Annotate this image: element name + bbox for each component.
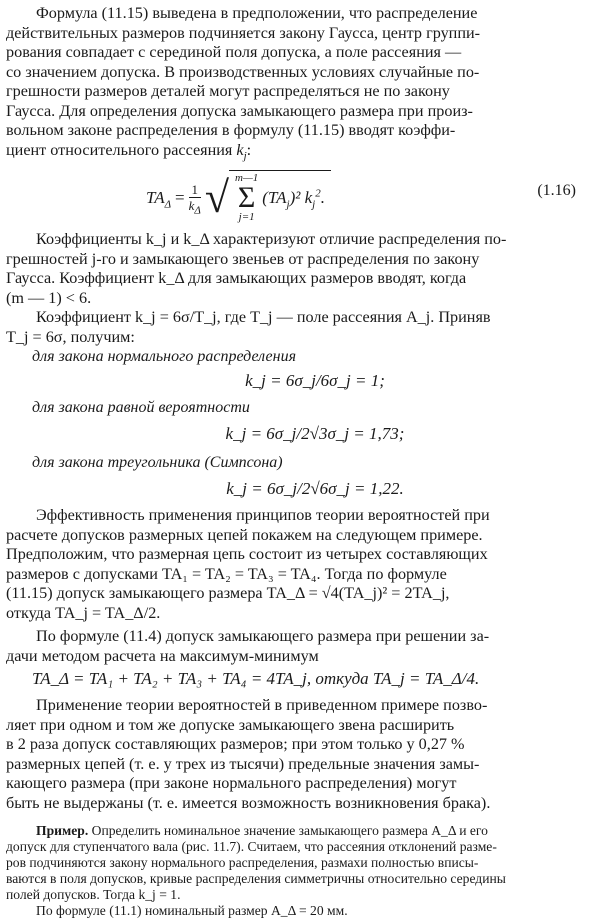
case-label-triangle: для закона треугольника (Симпсона)	[32, 454, 283, 471]
text-line: рования совпадает с серединой поля допуска, а поле рассеяния —	[6, 43, 462, 61]
text-line: ляет при одном и том же допуске замыкающего звена расширить	[6, 715, 455, 734]
text-line: Пример. Определить номинальное значение замыкающего размера A_Δ и его	[36, 823, 488, 838]
text-line: циент относительного рассеяния $k_j$:	[6, 140, 252, 162]
text-line: в 2 раза допуск составляющих размеров; при этом только у 0,27 %	[6, 735, 465, 753]
text-line: размеров с допусками TA₁ = TA₂ = TA₃ = TA₄. Тогда по формуле	[6, 564, 447, 583]
paragraph-conclusion	[6, 696, 584, 813]
text-line: действительных размеров подчиняется закону Гаусса, центр группи-	[6, 23, 481, 42]
paragraph-kj	[6, 308, 584, 347]
case-formula-triangle: k_j = 6σ_j/2√6σ_j = 1,22.	[226, 479, 404, 498]
text-line: ров подчиняются закону нормального распределения, размахи полностью вписы-	[6, 855, 479, 870]
text-line: ваются в поля допусков, кривые распределения симметричны относительно середины	[6, 871, 506, 886]
text-line: Коэффициент k_j = 6σ/T_j, где T_j — поле рассеяния A_j. Приняв	[36, 308, 491, 326]
paragraph-example-intro	[6, 506, 584, 623]
text-line: допуск для ступенчатого вала (рис. 11.7). Считаем, что рассеяния отклонений разме-	[6, 839, 497, 854]
text-line: Гаусса. Коэффициент k_Δ для замыкающих размеров вводят, когда	[6, 269, 467, 287]
distribution-cases	[6, 347, 584, 500]
text-line: откуда TA_j = TA_Δ/2.	[6, 603, 161, 622]
case-formula-normal: k_j = 6σ_j/6σ_j = 1;	[245, 371, 385, 390]
example-block	[6, 823, 584, 919]
equation-1-16: $TA_\Delta$ = $\frac{1}{k_\Delta}$ √ m—1 Σ j=1 $(TA_j)^2$ $k_j^2$. (1.16)	[146, 172, 576, 223]
text-line: размерных цепей (т. е. у трех из тысячи) предельные значения замы-	[6, 754, 480, 773]
text-line: Коэффициенты k_j и k_Δ характеризуют отличие распределения по-	[36, 230, 507, 248]
paragraph-intro	[6, 4, 584, 160]
text-line: Формула (11.15) выведена в предположении, что распределение	[36, 4, 478, 22]
text-line: По формуле (11.1) номинальный размер A_Δ = 20 мм.	[36, 903, 348, 918]
case-label-uniform: для закона равной вероятности	[32, 399, 250, 416]
text-line: грешностей j-го и замыкающего звеньев от распределения по закону	[6, 249, 480, 268]
text-line: дачи методом расчета на максимум-минимум	[6, 646, 319, 665]
maxmin-formula: TA_Δ = TA₁ + TA₂ + TA₃ + TA₄ = 4TA_j, откуда TA_j = TA_Δ/4.	[32, 669, 480, 688]
sum-symbol: m—1 Σ j=1	[235, 172, 259, 223]
text-line: грешности размеров деталей могут распределяться не по закону	[6, 82, 450, 100]
text-line: быть не выдержаны (т. е. имеется возможность возникновения брака).	[6, 793, 491, 812]
text-line: Гаусса. Для определения допуска замыкающего размера при произ-	[6, 101, 473, 120]
text-line: По формуле (11.4) допуск замыкающего размера при решении за-	[36, 627, 490, 645]
example-label: Пример.	[36, 823, 89, 838]
text-line: T_j = 6σ, получим:	[6, 327, 135, 346]
sqrt-body: m—1 Σ j=1 $(TA_j)^2$ $k_j^2$.	[229, 170, 331, 225]
text-line: (11.15) допуск замыкающего размера TA_Δ = √4(TA_j)² = 2TA_j,	[6, 584, 450, 602]
paragraph-coefficients	[6, 230, 584, 308]
text-line: Эффективность применения принципов теории вероятностей при	[36, 506, 490, 524]
text-line: Предположим, что размерная цепь состоит из четырех составляющих	[6, 545, 488, 563]
text-line: Применение теории вероятностей в приведенном примере позво-	[36, 696, 488, 714]
case-label-normal: для закона нормального распределения	[32, 348, 296, 365]
text-line: расчете допусков размерных цепей покажем на следующем примере.	[6, 525, 483, 544]
text-line: вольном законе распределения в формулу (11.15) вводят коэффи-	[6, 121, 456, 139]
text-line: (m — 1) < 6.	[6, 288, 92, 307]
sqrt-sign: √	[204, 172, 230, 222]
paragraph-maxmin	[6, 627, 584, 692]
equation-number: (1.16)	[537, 182, 576, 199]
eq-fraction: $\frac{1}{k_\Delta}$	[188, 181, 201, 217]
text-line: кающего размера (при законе нормального распределения) могут	[6, 774, 457, 792]
text-line: со значением допуска. В производственных условиях случайные по-	[6, 62, 480, 81]
text-line: полей допусков. Тогда k_j = 1.	[6, 887, 181, 902]
eq-lhs: $TA_\Delta$	[146, 187, 172, 210]
case-formula-uniform: k_j = 6σ_j/2√3σ_j = 1,73;	[225, 424, 405, 443]
